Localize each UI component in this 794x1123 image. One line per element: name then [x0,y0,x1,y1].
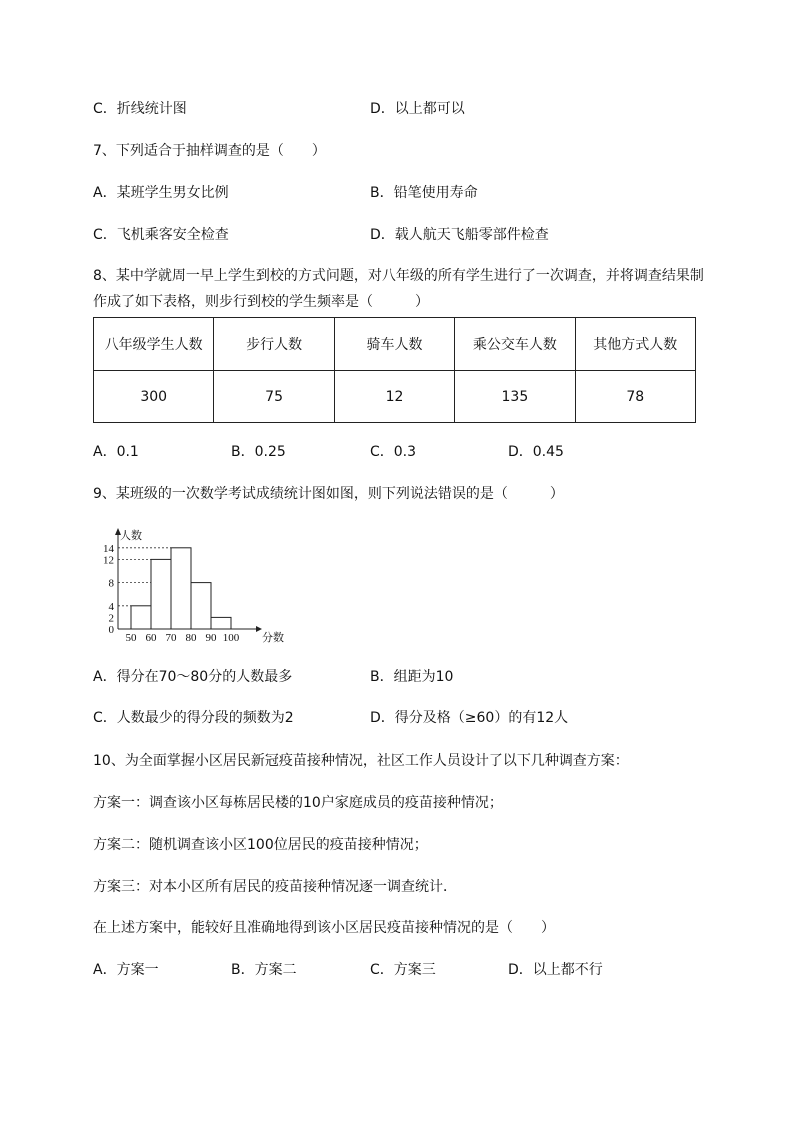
q10-option-b: B．方案二 [231,962,297,978]
q8-table-header-row [94,318,696,371]
q8-table [93,317,696,423]
q8-header-cell: 骑车人数 [334,318,454,371]
histogram-x-tick-label: 70 [165,632,177,644]
q8-value-cell: 135 [455,371,575,423]
q8-option-b: B．0.25 [231,444,286,460]
q10-stem: 10、为全面掌握小区居民新冠疫苗接种情况，社区工作人员设计了以下几种调查方案： [93,753,629,769]
histogram-bar [171,548,191,629]
q9-stem: 9、某班级的一次数学考试成绩统计图如图，则下列说法错误的是（ ） [93,486,564,502]
histogram-x-tick-label: 50 [125,632,137,644]
histogram-bar [131,606,151,629]
histogram-x-tick-label: 90 [205,632,217,644]
q9-option-d: D．得分及格（≥60）的有12人 [370,710,569,726]
q8-header-cell: 八年级学生人数 [94,318,214,371]
histogram-y-tick-label: 2 [108,612,114,625]
q10-question: 在上述方案中，能较好且准确地得到该小区居民疫苗接种情况的是（ ） [93,920,555,936]
q10-option-d: D．以上都不行 [508,962,603,978]
q9-option-c: C．人数最少的得分段的频数为2 [93,710,294,726]
q10-option-a: A．方案一 [93,962,159,978]
histogram-x-tick-label: 60 [145,632,157,644]
q10-plan-3: 方案三：对本小区所有居民的疫苗接种情况逐一调查统计． [93,879,457,895]
q8-option-a: A．0.1 [93,444,139,460]
q9-option-b: B．组距为10 [370,669,454,685]
q7-option-b: B．铅笔使用寿命 [370,185,478,201]
q6-option-d: D．以上都可以 [370,101,465,117]
q8-table-value-row [94,371,696,423]
q8-option-c: C．0.3 [370,444,417,460]
q10-option-c: C．方案三 [370,962,436,978]
q10-plan-1: 方案一：调查该小区每栋居民楼的10户家庭成员的疫苗接种情况； [93,795,503,811]
q8-header-cell: 乘公交车人数 [455,318,575,371]
histogram-y-axis-label: 人数 [120,530,142,542]
q8-value-cell: 300 [94,371,214,423]
histogram-y-tick-label: 0 [108,624,114,636]
q8-value-cell: 12 [334,371,454,423]
histogram-y-tick-label: 8 [108,577,114,590]
histogram-bar [211,617,231,629]
histogram-bar [191,583,211,629]
q8-stem-line1: 8、某中学就周一早上学生到校的方式问题，对八年级的所有学生进行了一次调查，并将调查结果制 [93,268,704,284]
q8-stem-line2: 作成了如下表格，则步行到校的学生频率是（ ） [93,294,429,310]
q9-option-a: A．得分在70～80分的人数最多 [93,669,293,685]
q7-stem: 7、下列适合于抽样调查的是（ ） [93,143,326,159]
q6-option-c: C．折线统计图 [93,101,187,117]
histogram-x-tick-label: 80 [185,632,197,644]
histogram-y-tick-label: 4 [108,600,114,613]
q8-option-d: D．0.45 [508,444,564,460]
histogram-bar [151,559,171,629]
q7-option-c: C．飞机乘客安全检查 [93,227,229,243]
histogram-y-tick-label: 12 [103,554,114,567]
q8-header-cell: 步行人数 [214,318,334,371]
histogram-x-tick-label: 100 [222,632,240,644]
q8-value-cell: 78 [575,371,695,423]
q8-header-cell: 其他方式人数 [575,318,695,371]
q10-plan-2: 方案二：随机调查该小区100位居民的疫苗接种情况； [93,837,428,853]
histogram-y-tick-label: 14 [103,542,114,555]
histogram-x-axis-label: 分数 [262,632,284,644]
q7-option-d: D．载人航天飞船零部件检查 [370,227,549,243]
q7-option-a: A．某班学生男女比例 [93,185,229,201]
q8-value-cell: 75 [214,371,334,423]
histogram-chart [88,525,288,647]
